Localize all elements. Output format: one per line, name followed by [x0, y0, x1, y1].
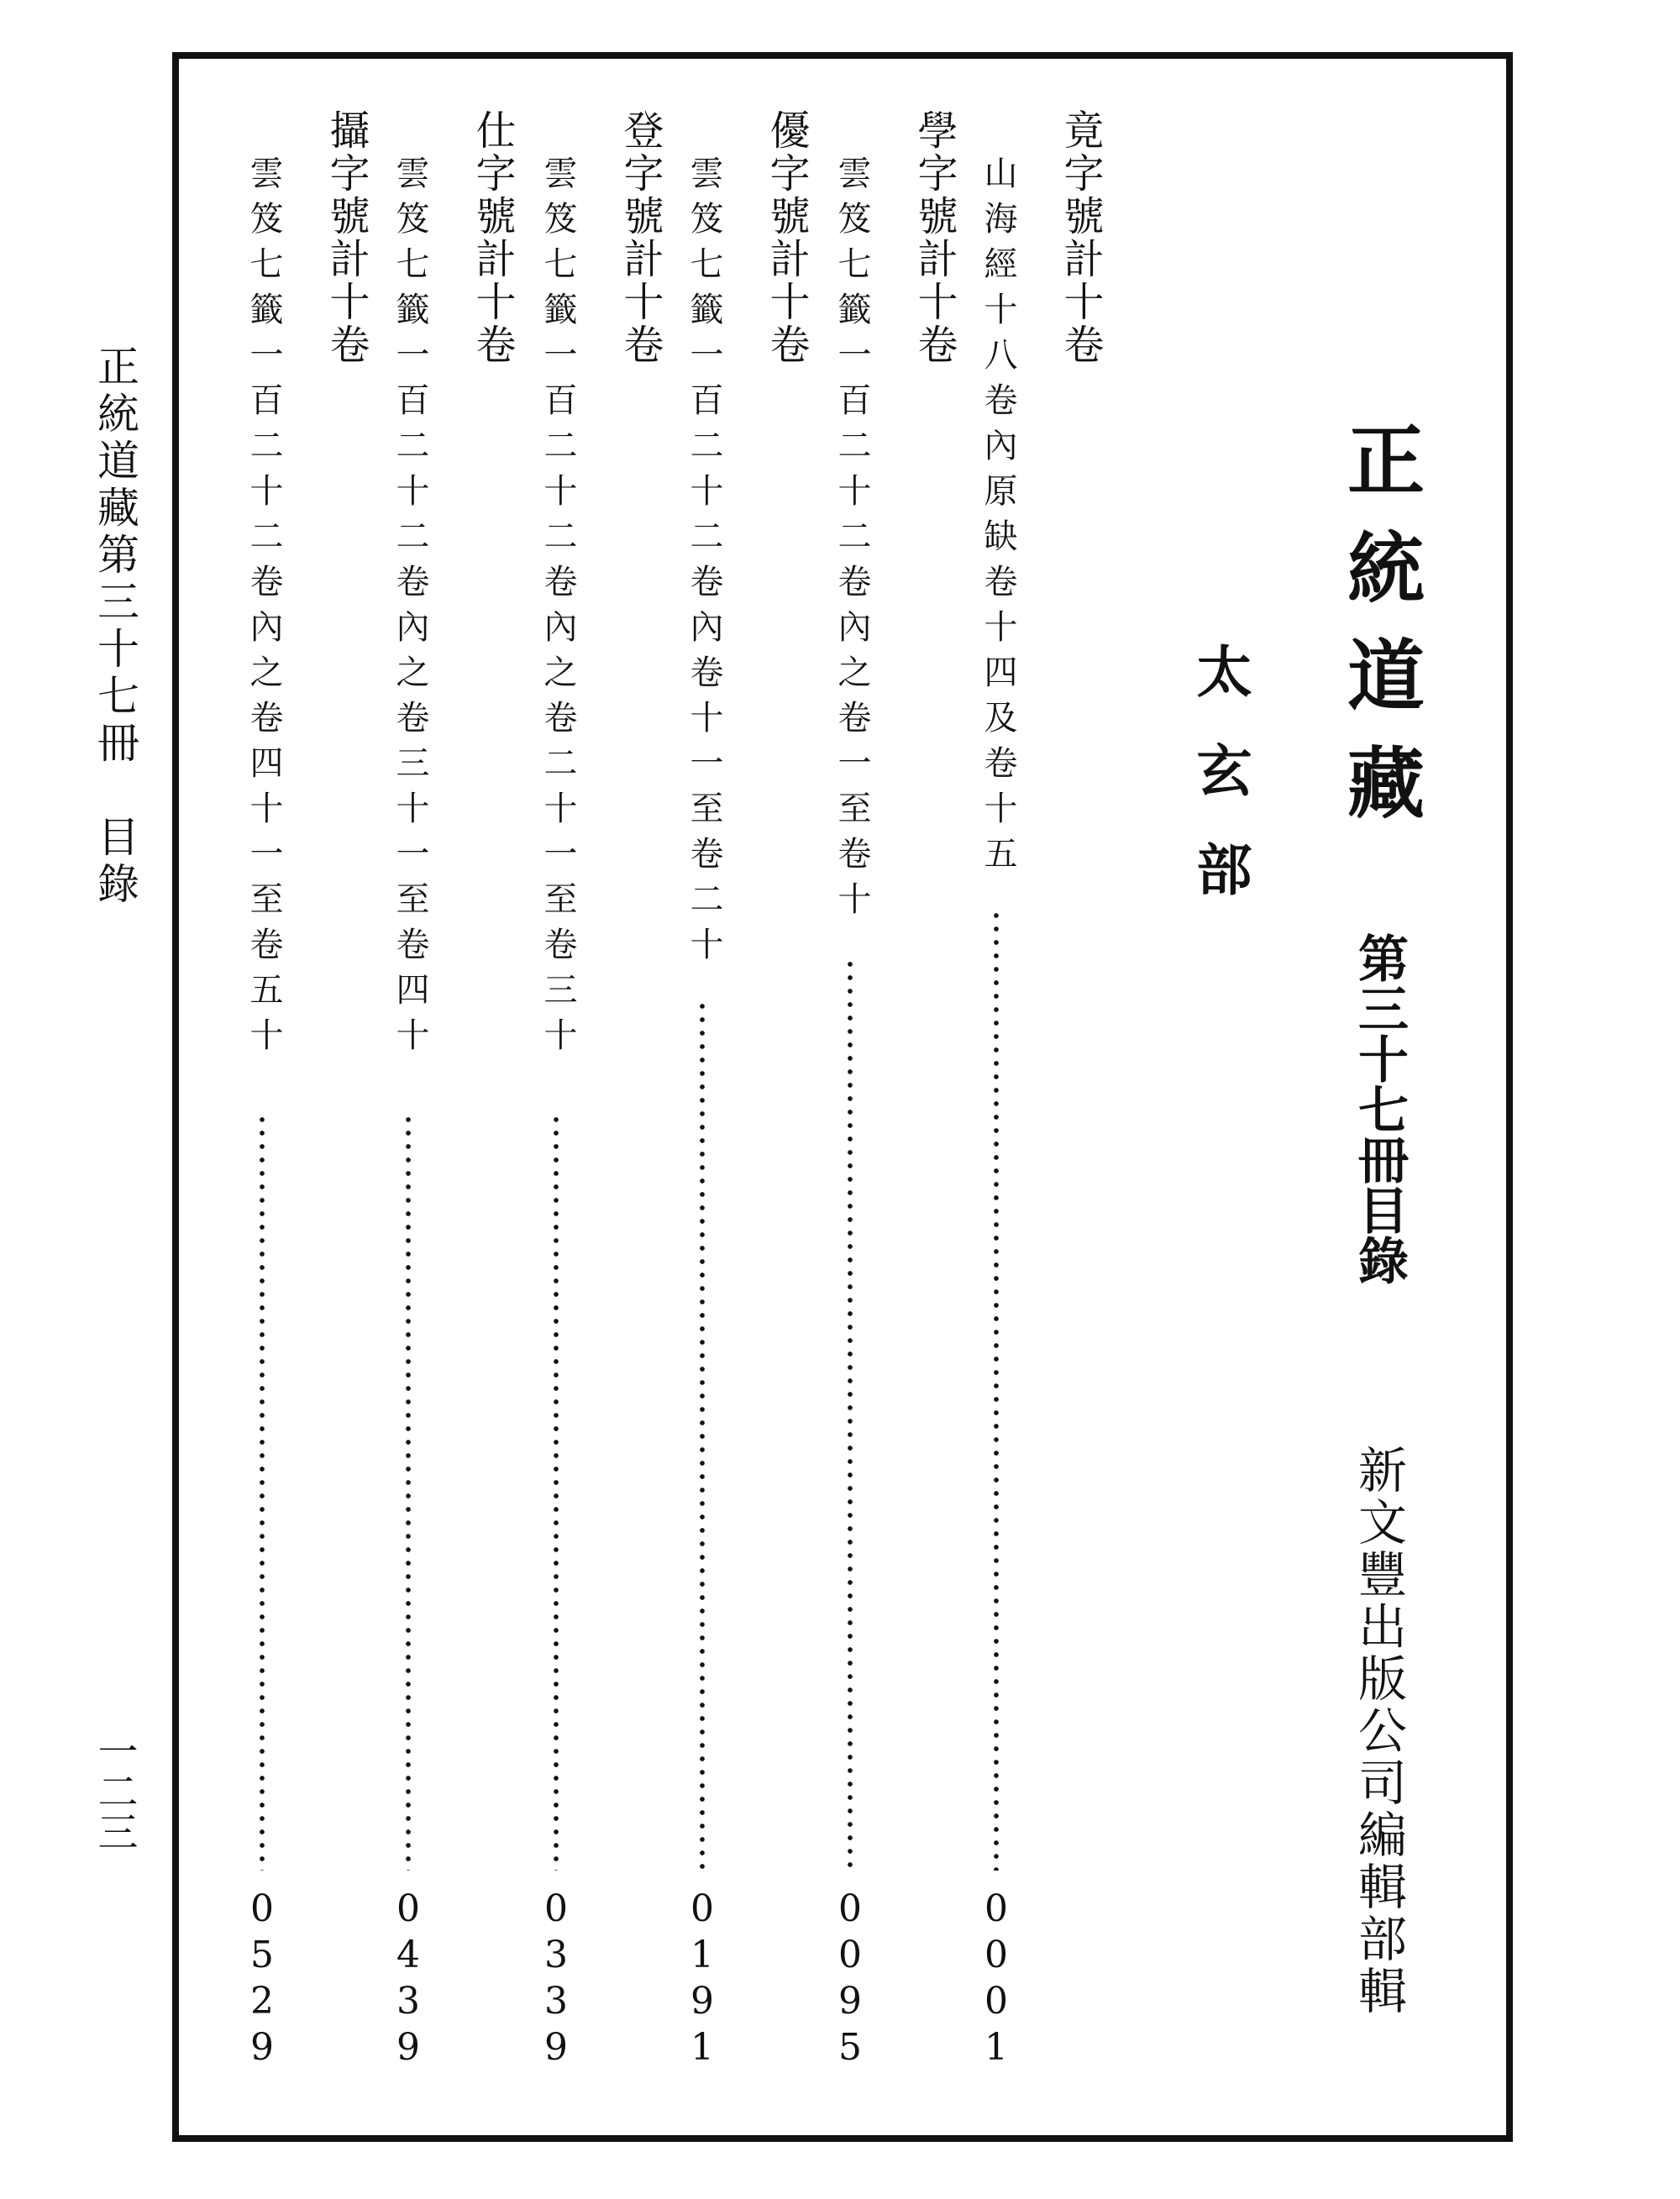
page-digit: 0: [984, 1887, 1008, 1930]
page-digit: 5: [250, 1934, 274, 1976]
toc-leader: [260, 1113, 265, 1871]
running-subtitle: 目錄: [91, 815, 139, 909]
toc-leader: [848, 958, 853, 1871]
page-digit: 3: [544, 1980, 568, 2023]
running-title: 正統道藏第三十七冊: [91, 344, 139, 768]
toc-page-number: [681, 1886, 723, 2070]
page-digit: 9: [250, 2026, 274, 2069]
page-digit: 9: [396, 2026, 420, 2069]
page-digit: 9: [544, 2026, 568, 2069]
toc-group-heading: 登字號計十卷: [617, 109, 664, 366]
toc-group-heading: 學字號計十卷: [911, 109, 958, 366]
toc-leader: [554, 1113, 559, 1871]
page-digit: 1: [984, 2026, 1008, 2069]
toc-page-number: [387, 1886, 429, 2070]
page-digit: 0: [984, 1934, 1008, 1976]
page-digit: 3: [544, 1934, 568, 1976]
page-digit: 2: [250, 1980, 274, 2023]
toc-group-heading: 優字號計十卷: [763, 109, 810, 366]
toc-item-title: 雲笈七籤一百二十二卷內之卷三十一至卷四十: [391, 155, 429, 1063]
toc-item-title: 山海經十八卷內原缺卷十四及卷十五: [979, 155, 1017, 881]
toc-page-number: [829, 1886, 871, 2070]
page-digit: 3: [396, 1980, 420, 2023]
toc-leader: [994, 909, 999, 1871]
toc-page-number: [535, 1886, 577, 2070]
toc-item-title: 雲笈七籤一百二十二卷內卷十一至卷二十: [685, 155, 723, 972]
page-digit: 9: [838, 1980, 862, 2023]
toc-group-heading: 竟字號計十卷: [1057, 109, 1104, 366]
toc-item-title: 雲笈七籤一百二十二卷內之卷四十一至卷五十: [244, 155, 283, 1063]
page-digit: 0: [838, 1887, 862, 1930]
page-number: 一二三: [91, 1730, 138, 1851]
toc-page-number: [241, 1886, 283, 2070]
toc-item-title: 雲笈七籤一百二十二卷內之卷二十一至卷三十: [538, 155, 577, 1063]
page-digit: 0: [250, 1887, 274, 1930]
page-digit: 0: [396, 1887, 420, 1930]
page-digit: 0: [838, 1934, 862, 1976]
toc-leader: [406, 1113, 411, 1871]
collection-title: 正統道藏: [1335, 420, 1425, 850]
toc-group-heading: 攝字號計十卷: [323, 109, 370, 366]
page-digit: 1: [690, 1934, 714, 1976]
toc-leader: [700, 1000, 705, 1871]
toc-page-number: [975, 1886, 1017, 2070]
publisher-credit: 新文豐出版公司編輯部輯: [1350, 1445, 1407, 2018]
volume-title: 第三十七冊目錄: [1350, 932, 1409, 1285]
page-digit: 0: [544, 1887, 568, 1930]
page-digit: 0: [690, 1887, 714, 1930]
page-digit: 4: [396, 1934, 420, 1976]
toc-item-title: 雲笈七籤一百二十二卷內之卷一至卷十: [832, 155, 871, 926]
page-digit: 1: [690, 2026, 714, 2069]
section-title: 太玄部: [1187, 643, 1252, 940]
page-digit: 5: [838, 2026, 862, 2069]
toc-group-heading: 仕字號計十卷: [469, 109, 516, 366]
page-digit: 9: [690, 1980, 714, 2023]
page-digit: 0: [984, 1980, 1008, 2023]
